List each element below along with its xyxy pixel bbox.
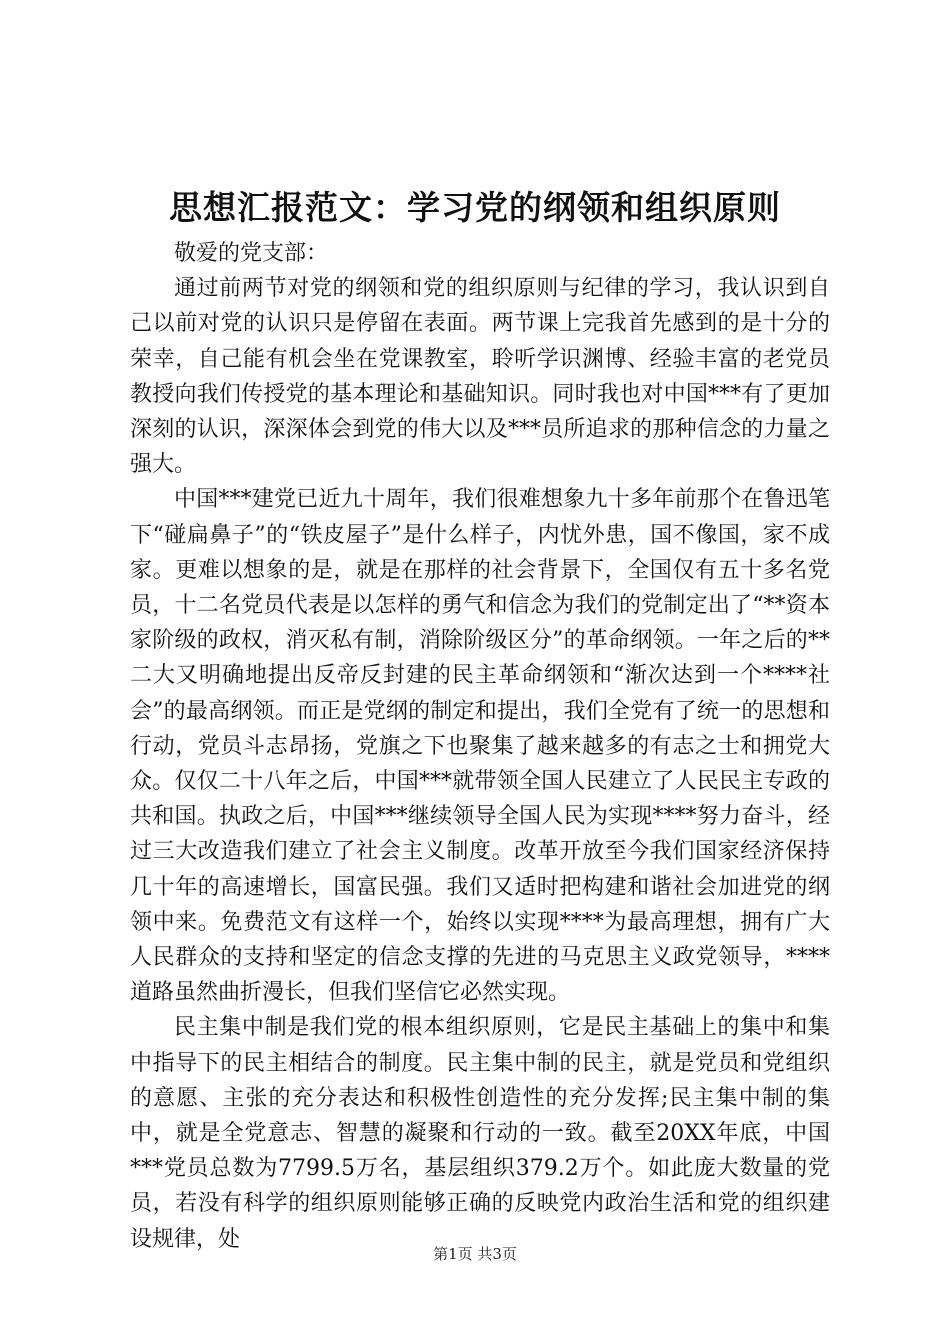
paragraph-2: 中国***建党已近九十周年，我们很难想象九十多年前那个在鲁迅笔下“碰扁鼻子”的“铁皮屋子”是什么样子，内忧外患，国不像国，家不成家。更难以想象的是，就是在那样的社会背景下，全国仅有五十多名党员，十二名党员代表是以怎样的勇气和信念为我们的党制定出了“**资本家阶级的政权，消灭私有制，消除阶级区分”的革命纲领。一年之后的**二大又明确地提出反帝反封建的民主革命纲领和“渐次达到一个****社会”的最高纲领。而正是党纲的制定和提出，我们全党有了统一的思想和行动，党员斗志昂扬，党旗之下也聚集了越来越多的有志之士和拥党大众。仅仅二十八年之后，中国***就带领全国人民建立了人民民主专政的共和国。执政之后，中国***继续领导全国人民为实现****努力奋斗，经过三大改造我们建立了社会主义制度。改革开放至今我们国家经济保持几十年的高速增长，国富民强。我们又适时把构建和谐社会加进党的纲领中来。免费范文有这样一个，始终以实现****为最高理想，拥有广大人民群众的支持和坚定的信念支撑的先进的马克思主义政党领导，****道路虽然曲折漫长，但我们坚信它必然实现。 [130, 487, 830, 1006]
document-title: 思想汇报范文：学习党的纲领和组织原则 [169, 188, 781, 227]
salutation: 敬爱的党支部： [174, 241, 329, 266]
page-number-footer: 第1页 共3页 [433, 1245, 517, 1263]
paragraph-1: 通过前两节对党的纲领和党的组织原则与纪律的学习，我认识到自己以前对党的认识只是停留在表面。两节课上完我首先感到的是十分的荣幸，自己能有机会坐在党课教室，聆听学识渊博、经验丰富的老党员教授向我们传授党的基本理论和基础知识。同时我也对中国***有了更加深刻的认识，深深体会到党的伟大以及***员所追求的那种信念的力量之强大。 [130, 276, 830, 478]
paragraph-3: 民主集中制是我们党的根本组织原则，它是民主基础上的集中和集中指导下的民主相结合的制度。民主集中制的民主，就是党员和党组织的意愿、主张的充分表达和积极性创造性的充分发挥;民主集中制的集中，就是全党意志、智慧的凝聚和行动的一致。截至20XX年底，中国***党员总数为7799.5万名，基层组织379.2万个。如此庞大数量的党员，若没有科学的组织原则能够正确的反映党内政治生活和党的组织建设规律，处 [130, 1015, 830, 1252]
document-body [130, 236, 830, 1257]
